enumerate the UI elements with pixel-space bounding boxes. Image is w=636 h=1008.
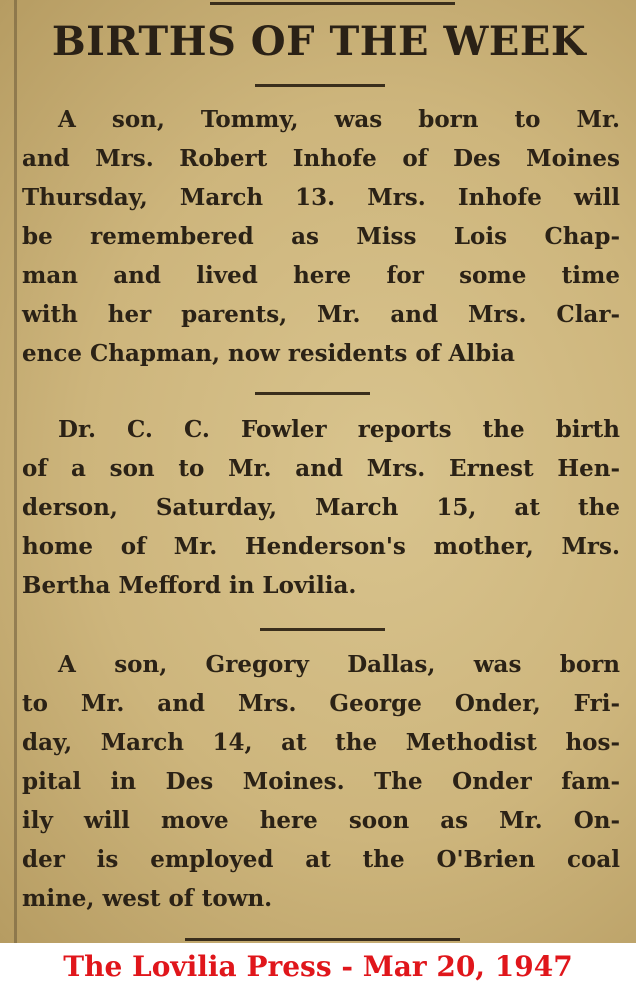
paragraph-line: A son, Tommy, was born to Mr. (58, 106, 620, 133)
paragraph-line: derson, Saturday, March 15, at the (22, 494, 620, 521)
paragraph-line: day, March 14, at the Methodist hos- (22, 729, 620, 756)
paragraph-line: der is employed at the O'Brien coal (22, 846, 620, 873)
paragraph-line: ence Chapman, now residents of Albia (22, 340, 515, 367)
paragraph-line: to Mr. and Mrs. George Onder, Fri- (22, 690, 620, 717)
article-paragraph-3 (22, 645, 620, 918)
paragraph-line: Bertha Mefford in Lovilia. (22, 572, 357, 599)
paragraph-line: ily will move here soon as Mr. On- (22, 807, 620, 834)
article-paragraph-2 (22, 410, 620, 605)
paragraph-line: home of Mr. Henderson's mother, Mrs. (22, 533, 620, 560)
paragraph-line: and Mrs. Robert Inhofe of Des Moines (22, 145, 620, 172)
top-rule (210, 2, 455, 5)
article-paragraph-1 (22, 100, 620, 373)
paragraph-line: man and lived here for some time (22, 262, 620, 289)
separator-rule-2 (260, 628, 385, 631)
paragraph-line: Dr. C. C. Fowler reports the birth (58, 416, 620, 443)
paragraph-line: pital in Des Moines. The Onder fam- (22, 768, 620, 795)
headline-rule (255, 84, 385, 87)
bottom-rule (185, 938, 460, 941)
paragraph-line: Thursday, March 13. Mrs. Inhofe will (22, 184, 620, 211)
separator-rule-1 (255, 392, 370, 395)
clipping-edge-line (14, 0, 17, 943)
paragraph-line: be remembered as Miss Lois Chap- (22, 223, 620, 250)
headline: BIRTHS OF THE WEEK (51, 18, 587, 65)
paragraph-line: mine, west of town. (22, 885, 273, 912)
paragraph-line: of a son to Mr. and Mrs. Ernest Hen- (22, 455, 620, 482)
source-caption: The Lovilia Press - Mar 20, 1947 (63, 950, 573, 983)
paragraph-line: A son, Gregory Dallas, was born (58, 651, 620, 678)
paragraph-line: with her parents, Mr. and Mrs. Clar- (22, 301, 620, 328)
